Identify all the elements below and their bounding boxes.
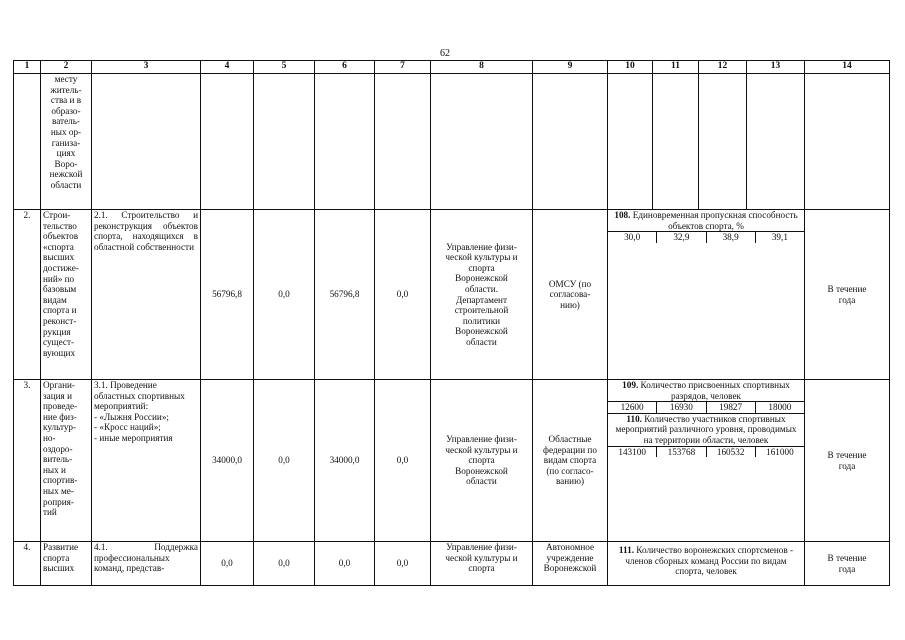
indicator-value: 161000	[755, 447, 804, 458]
indicator-value: 143100	[618, 446, 646, 457]
table-row	[14, 74, 890, 210]
header-cell: 2	[41, 61, 92, 74]
amount-federal: 0,0	[254, 210, 315, 380]
indicator-title: 110. Количество участников спортивных мероприятий различного уровня, проводимых на территории области, человек	[615, 413, 797, 445]
indicator-value: 12600	[620, 402, 644, 413]
amount-total: 56796,8	[201, 210, 254, 380]
program-table	[13, 60, 890, 586]
indicator-cell	[608, 380, 805, 542]
executor-cell: Управление физи- ческой культуры и спорта	[431, 542, 533, 586]
indicator-values	[608, 231, 804, 243]
indicator-value: 39,1	[755, 232, 804, 243]
amount-regional: 56796,8	[315, 210, 375, 380]
table-row	[14, 210, 890, 380]
indicator-value: 38,9	[706, 232, 755, 243]
page-number: 62	[440, 48, 450, 59]
activity-cell: 2.1. Строительство и реконструкция объектов спорта, находящихся в областной собственности	[92, 210, 201, 380]
amount-local: 0,0	[375, 542, 431, 586]
amount-local: 0,0	[375, 380, 431, 542]
indicator-value: 18000	[755, 402, 804, 413]
header-cell: 14	[805, 61, 890, 74]
indicator-cell	[608, 210, 805, 380]
header-cell: 7	[375, 61, 431, 74]
task-cell: Строи- тельство объектов «спорта высших достиже- ний» по базовым видам спорта и реконст- рукция сущест- вующих	[41, 210, 92, 380]
header-cell: 4	[201, 61, 254, 74]
indicator-value: 32,9	[656, 232, 705, 243]
indicator-value: 160532	[706, 447, 755, 458]
deadline-cell: В течение года	[805, 542, 890, 586]
row-number: 2.	[14, 210, 41, 380]
table-row	[14, 380, 890, 542]
executor-cell: Управление физи- ческой культуры и спорта Воронежской области. Департамент строительной политики Воронежской области	[431, 210, 533, 380]
indicator-cell	[608, 542, 805, 586]
header-cell: 6	[315, 61, 375, 74]
amount-federal: 0,0	[254, 542, 315, 586]
indicator-value: 30,0	[624, 232, 641, 243]
amount-regional: 0,0	[315, 542, 375, 586]
header-cell: 9	[533, 61, 608, 74]
indicator-title: 109. Количество присвоенных спортивных разрядов, человек	[622, 380, 790, 401]
header-cell: 8	[431, 61, 533, 74]
header-cell: 3	[92, 61, 201, 74]
header-cell: 10	[608, 61, 653, 74]
task-cell: Развитие спорта высших	[41, 542, 92, 586]
task-cell: месту житель- ства и в образо- ватель- ных ор- ганиза- циях Воро- нежской области	[41, 74, 92, 210]
amount-local: 0,0	[375, 210, 431, 380]
header-cell: 13	[747, 61, 805, 74]
table-row	[14, 542, 890, 586]
header-cell: 5	[254, 61, 315, 74]
amount-regional: 34000,0	[315, 380, 375, 542]
header-row	[14, 61, 890, 74]
amount-total: 34000,0	[201, 380, 254, 542]
activity-cell: 3.1. Проведение областных спортивных мероприятий: - «Лыжня России»; - «Кросс наций»; - иные мероприятия	[92, 380, 201, 542]
partner-cell: Областные федерации по видам спорта (по согласо- ванию)	[533, 380, 608, 542]
indicator-value: 19827	[706, 402, 755, 413]
partner-cell: ОМСУ (по согласова- нию)	[533, 210, 608, 380]
task-cell: Органи- зация и проведе- ние физ- культур- но- оздоро- витель- ных и спортив- ных ме- роприя- тий	[41, 380, 92, 542]
row-number: 4.	[14, 542, 41, 586]
indicator-title: 111. Количество воронежских спортсменов - членов сборных команд России по видам спорта, человек	[618, 545, 794, 577]
header-cell: 11	[653, 61, 699, 74]
indicator-values	[608, 401, 804, 414]
indicator-values	[608, 446, 804, 458]
amount-total: 0,0	[201, 542, 254, 586]
header-cell: 12	[699, 61, 747, 74]
header-cell: 1	[14, 61, 41, 74]
partner-cell: Автономное учреждение Воронежской	[533, 542, 608, 586]
activity-cell: 4.1. Поддержка профессиональных команд, представ-	[92, 542, 201, 586]
executor-cell: Управление физи- ческой культуры и спорта Воронежской области	[431, 380, 533, 542]
deadline-cell: В течение года	[805, 210, 890, 380]
row-number: 3.	[14, 380, 41, 542]
indicator-value: 153768	[656, 447, 705, 458]
indicator-title: 108. Единовременная пропускная способность объектов спорта, %	[614, 210, 798, 231]
indicator-value: 16930	[656, 402, 705, 413]
deadline-cell: В течение года	[805, 380, 890, 542]
amount-federal: 0,0	[254, 380, 315, 542]
